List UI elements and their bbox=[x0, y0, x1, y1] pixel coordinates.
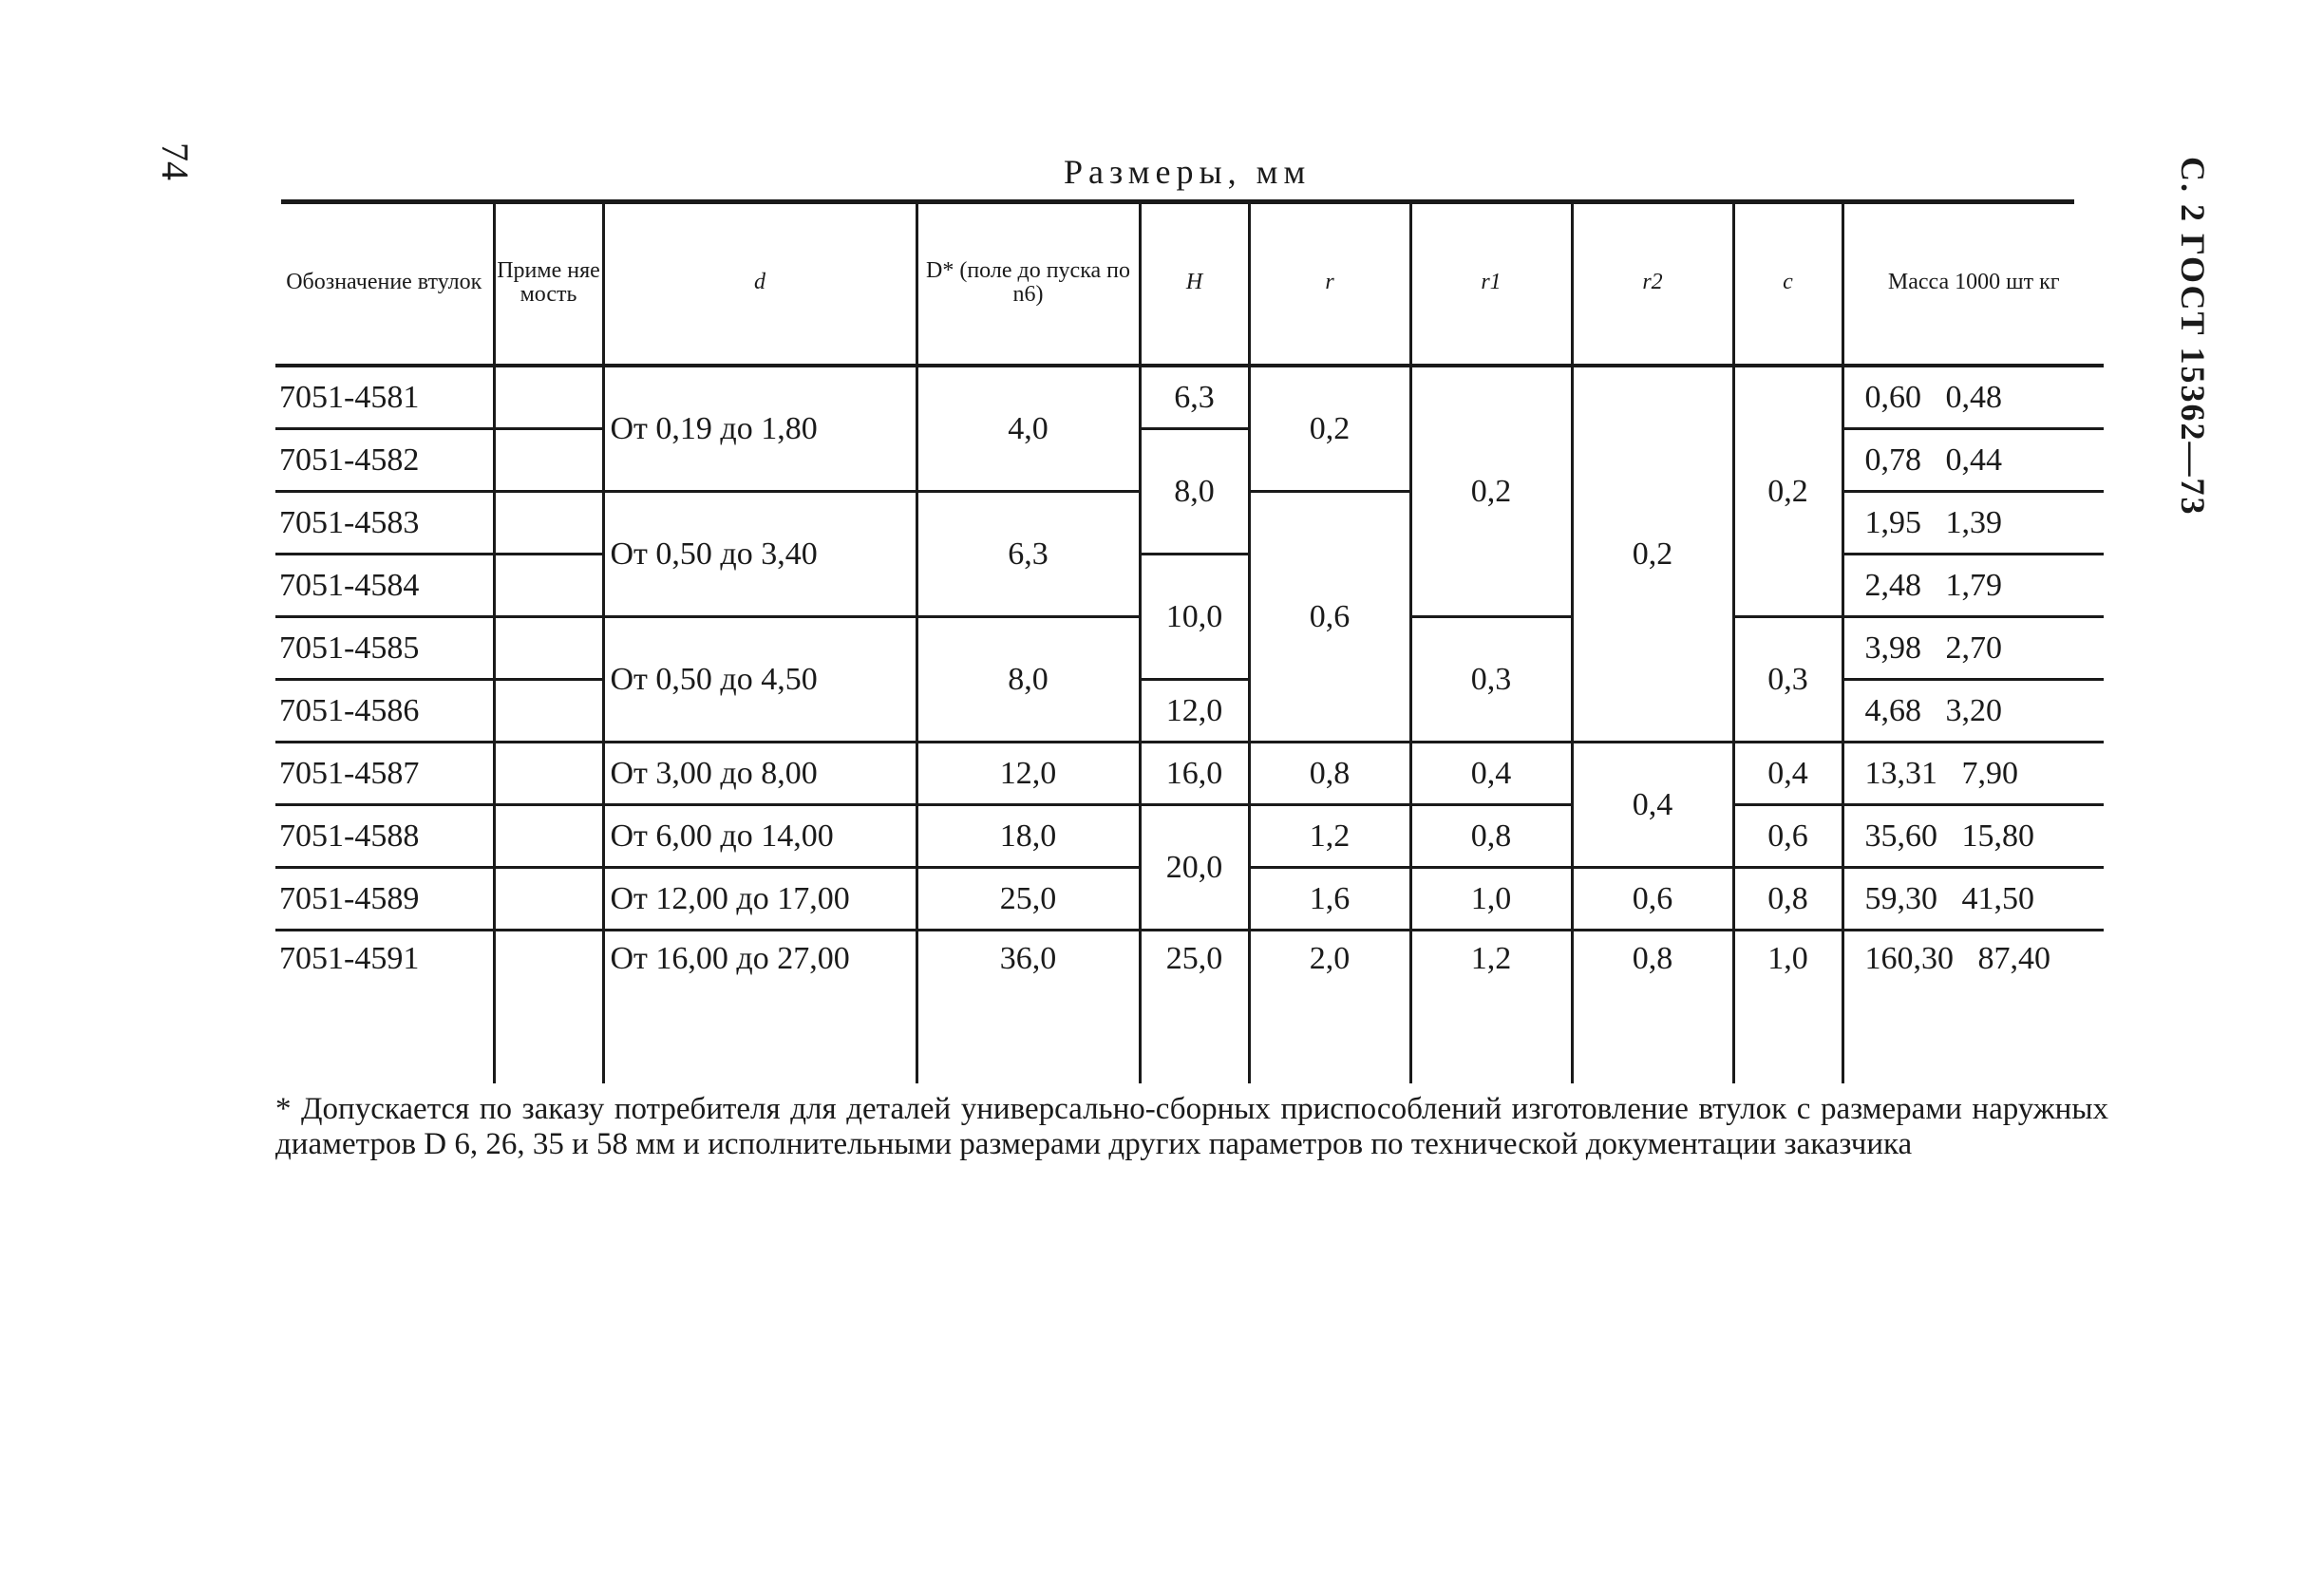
mass-cell: 59,30 41,50 bbox=[1842, 868, 2104, 931]
H-cell: 6,3 bbox=[1140, 366, 1249, 429]
header-r1: r1 bbox=[1410, 202, 1572, 366]
r1-cell: 0,4 bbox=[1410, 743, 1572, 805]
c-cell: 1,0 bbox=[1733, 931, 1842, 1084]
c-cell: 0,2 bbox=[1733, 366, 1842, 617]
r1-cell: 0,3 bbox=[1410, 617, 1572, 743]
header-D: D* (поле до пуска по n6) bbox=[916, 202, 1140, 366]
header-designation: Обозначение втулок bbox=[275, 202, 494, 366]
header-applicability: Приме няе мость bbox=[494, 202, 603, 366]
r-cell: 0,8 bbox=[1249, 743, 1410, 805]
designation-cell: 7051-4583 bbox=[275, 492, 494, 555]
c-cell: 0,6 bbox=[1733, 805, 1842, 868]
table-row bbox=[275, 931, 2104, 1084]
D-cell: 4,0 bbox=[916, 366, 1140, 492]
mass-cell: 35,60 15,80 bbox=[1842, 805, 2104, 868]
header-r: r bbox=[1249, 202, 1410, 366]
d-cell: От 16,00 до 27,00 bbox=[603, 931, 916, 1084]
header-r2: r2 bbox=[1572, 202, 1733, 366]
dimensions-table bbox=[275, 202, 2104, 1083]
H-cell: 10,0 bbox=[1140, 555, 1249, 680]
c-cell: 0,8 bbox=[1733, 868, 1842, 931]
r-cell: 2,0 bbox=[1249, 931, 1410, 1084]
D-cell: 36,0 bbox=[916, 931, 1140, 1084]
mass-cell: 2,48 1,79 bbox=[1842, 555, 2104, 617]
applicability-cell bbox=[494, 931, 603, 1084]
header-mass: Масса 1000 шт кг bbox=[1842, 202, 2104, 366]
d-cell: От 3,00 до 8,00 bbox=[603, 743, 916, 805]
r1-cell: 0,8 bbox=[1410, 805, 1572, 868]
r2-cell: 0,8 bbox=[1572, 931, 1733, 1084]
d-cell: От 6,00 до 14,00 bbox=[603, 805, 916, 868]
standard-header: С. 2 ГОСТ 15362—73 bbox=[2174, 157, 2212, 517]
D-cell: 25,0 bbox=[916, 868, 1140, 931]
designation-cell: 7051-4588 bbox=[275, 805, 494, 868]
mass-cell: 160,30 87,40 bbox=[1842, 931, 2104, 1084]
designation-cell: 7051-4589 bbox=[275, 868, 494, 931]
applicability-cell bbox=[494, 366, 603, 429]
applicability-cell bbox=[494, 492, 603, 555]
footnote: * Допускается по заказу потребителя для деталей универсально-сборных приспособлений изготовление втулок с размерами наружных диаметров D 6, 26, 35 и 58 мм и исполнительными размерами других параметров по технической документации заказчика bbox=[275, 1092, 2108, 1161]
D-cell: 6,3 bbox=[916, 492, 1140, 617]
applicability-cell bbox=[494, 555, 603, 617]
H-cell: 8,0 bbox=[1140, 429, 1249, 555]
H-cell: 20,0 bbox=[1140, 805, 1249, 931]
D-cell: 18,0 bbox=[916, 805, 1140, 868]
header-c: c bbox=[1733, 202, 1842, 366]
H-cell: 25,0 bbox=[1140, 931, 1249, 1084]
applicability-cell bbox=[494, 617, 603, 680]
mass-cell: 3,98 2,70 bbox=[1842, 617, 2104, 680]
d-cell: От 0,50 до 4,50 bbox=[603, 617, 916, 743]
mass-cell: 13,31 7,90 bbox=[1842, 743, 2104, 805]
designation-cell: 7051-4584 bbox=[275, 555, 494, 617]
r1-cell: 1,0 bbox=[1410, 868, 1572, 931]
table-row bbox=[275, 805, 2104, 868]
mass-cell: 4,68 3,20 bbox=[1842, 680, 2104, 743]
c-cell: 0,4 bbox=[1733, 743, 1842, 805]
designation-cell: 7051-4587 bbox=[275, 743, 494, 805]
r2-cell: 0,2 bbox=[1572, 366, 1733, 743]
H-cell: 16,0 bbox=[1140, 743, 1249, 805]
designation-cell: 7051-4581 bbox=[275, 366, 494, 429]
designation-cell: 7051-4586 bbox=[275, 680, 494, 743]
header-d: d bbox=[603, 202, 916, 366]
applicability-cell bbox=[494, 868, 603, 931]
D-cell: 8,0 bbox=[916, 617, 1140, 743]
applicability-cell bbox=[494, 805, 603, 868]
table-title: Размеры, мм bbox=[1064, 153, 1312, 191]
r1-cell: 0,2 bbox=[1410, 366, 1572, 617]
table-row bbox=[275, 366, 2104, 429]
header-H: H bbox=[1140, 202, 1249, 366]
H-cell: 12,0 bbox=[1140, 680, 1249, 743]
d-cell: От 0,50 до 3,40 bbox=[603, 492, 916, 617]
designation-cell: 7051-4585 bbox=[275, 617, 494, 680]
table-header-row bbox=[275, 202, 2104, 366]
designation-cell: 7051-4591 bbox=[279, 941, 420, 976]
d-cell: От 12,00 до 17,00 bbox=[603, 868, 916, 931]
table-row bbox=[275, 743, 2104, 805]
r-cell: 0,6 bbox=[1249, 492, 1410, 743]
applicability-cell bbox=[494, 743, 603, 805]
applicability-cell bbox=[494, 429, 603, 492]
d-cell: От 0,19 до 1,80 bbox=[603, 366, 916, 492]
mass-cell: 0,78 0,44 bbox=[1842, 429, 2104, 492]
D-cell: 12,0 bbox=[916, 743, 1140, 805]
c-cell: 0,3 bbox=[1733, 617, 1842, 743]
mass-cell: 1,95 1,39 bbox=[1842, 492, 2104, 555]
r1-cell: 1,2 bbox=[1410, 931, 1572, 1084]
r2-cell: 0,4 bbox=[1572, 743, 1733, 868]
r-cell: 0,2 bbox=[1249, 366, 1410, 492]
page-number: 74 bbox=[154, 142, 197, 180]
r-cell: 1,6 bbox=[1249, 868, 1410, 931]
r-cell: 1,2 bbox=[1249, 805, 1410, 868]
applicability-cell bbox=[494, 680, 603, 743]
r2-cell: 0,6 bbox=[1572, 868, 1733, 931]
designation-cell: 7051-4582 bbox=[275, 429, 494, 492]
mass-cell: 0,60 0,48 bbox=[1842, 366, 2104, 429]
